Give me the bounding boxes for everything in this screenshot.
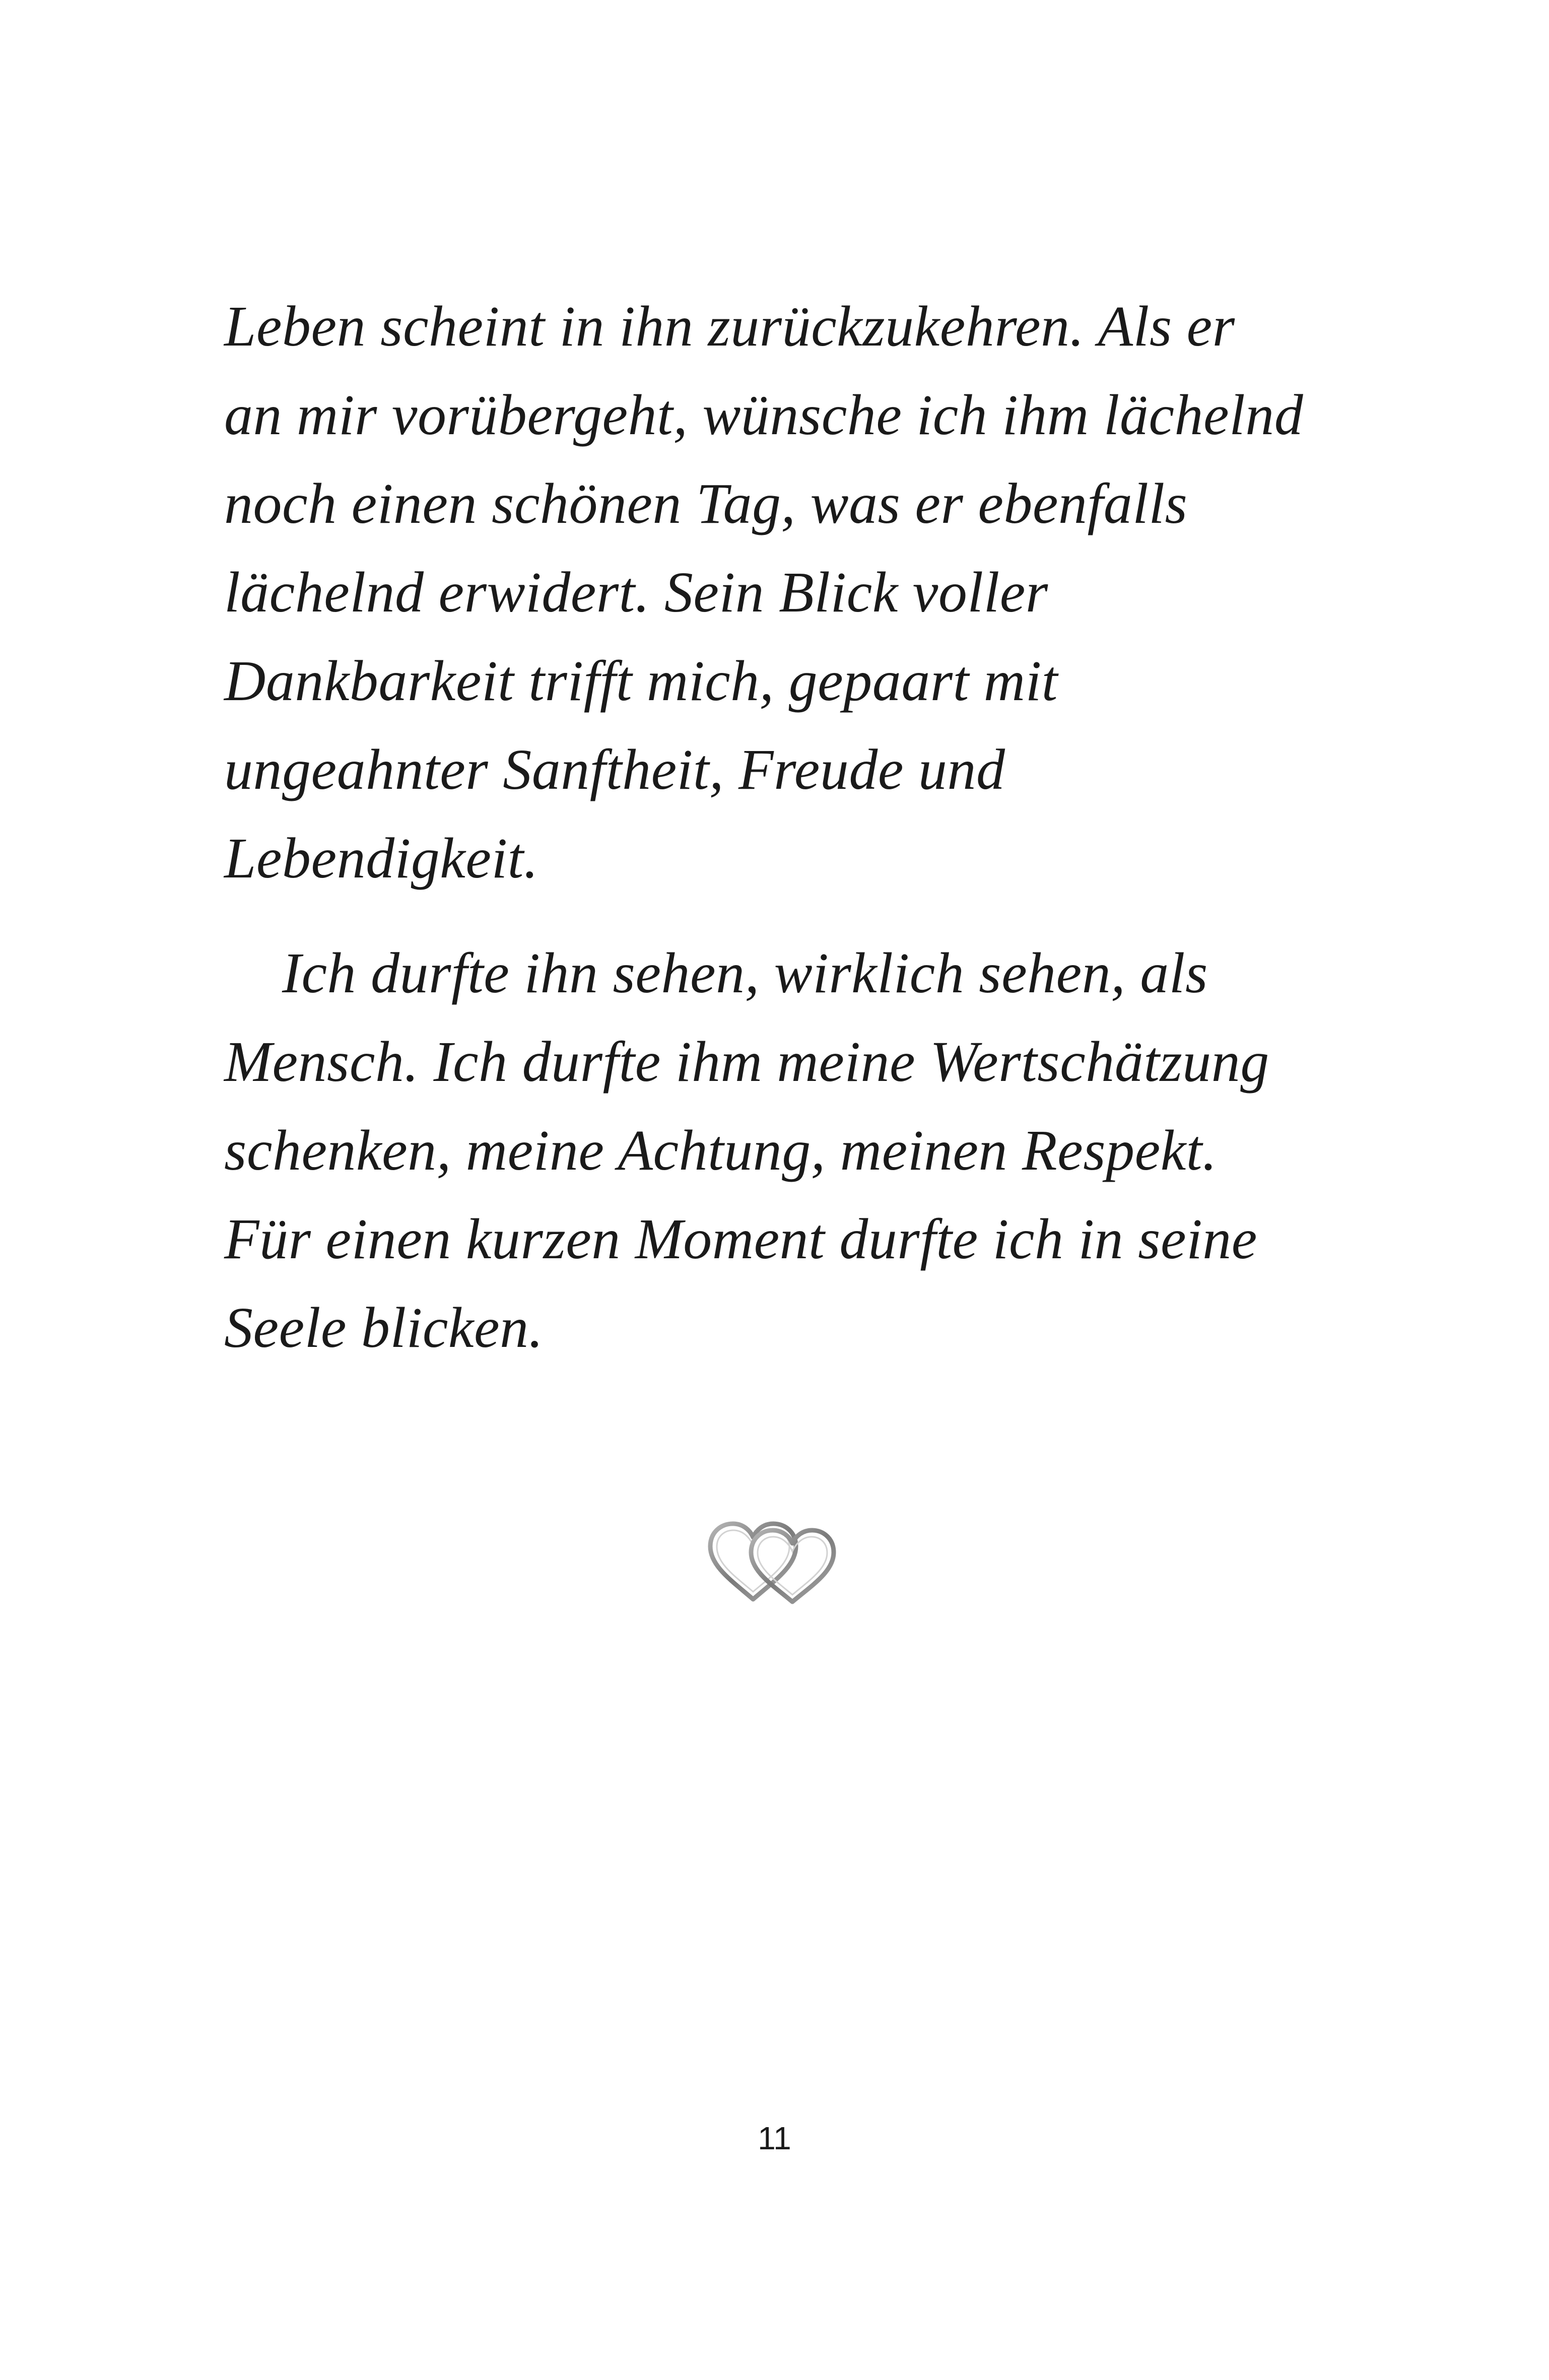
double-heart-icon [703,1516,839,1607]
page-number: 11 [758,2120,791,2156]
text-line: Leben scheint in ihn zurückzukehren. Als er [224,294,1235,358]
text-line: Für einen kurzen Moment durfte ich in seine [224,1207,1257,1271]
body-text [224,282,1304,1372]
text-line: Lebendigkeit. [224,826,538,890]
text-line: Seele blicken. [224,1296,544,1359]
paragraph-1 [224,282,1304,903]
text-line: schenken, meine Achtung, meinen Respekt. [224,1118,1217,1182]
text-line: an mir vorübergeht, wünsche ich ihm lächelnd [224,383,1304,447]
text-line: ungeahnter Sanftheit, Freude und [224,737,1005,801]
paragraph-2 [224,929,1292,1372]
text-line: Mensch. Ich durfte ihm meine Wertschätzung [224,1030,1269,1094]
text-line: Dankbarkeit trifft mich, gepaart mit [224,649,1058,713]
text-line: lächelnd erwidert. Sein Blick voller [224,560,1048,624]
text-line: Ich durfte ihn sehen, wirklich sehen, als [282,941,1208,1005]
text-line: noch einen schönen Tag, was er ebenfalls [224,471,1188,535]
